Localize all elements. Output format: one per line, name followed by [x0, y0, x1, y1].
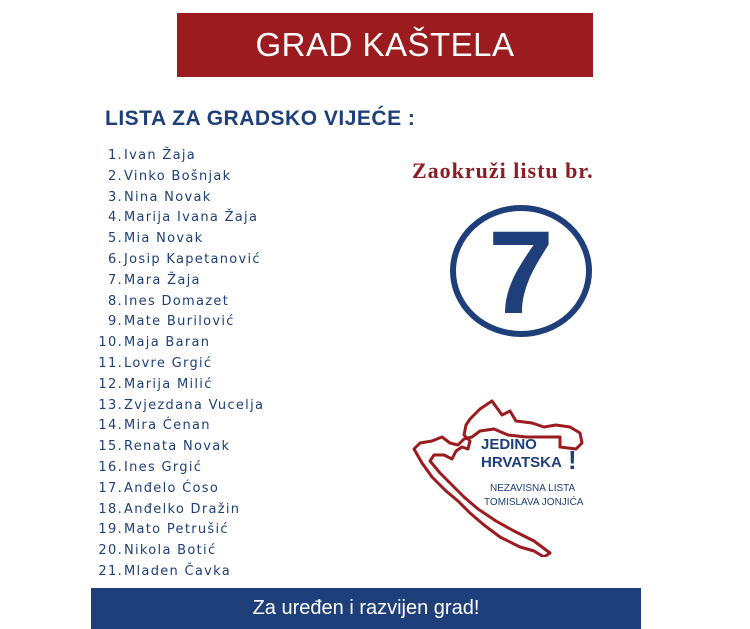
candidate-name: Marija Ivana Žaja	[124, 210, 259, 226]
footer-banner	[91, 588, 641, 629]
candidate-name: Mara Žaja	[124, 272, 201, 288]
candidate-name: Nina Novak	[124, 189, 212, 205]
logo	[410, 397, 590, 557]
candidate-name: Lovre Grgić	[124, 355, 213, 371]
candidate-item	[96, 562, 376, 583]
candidate-number: 11.	[98, 355, 123, 371]
logo-exclaim: !	[568, 445, 577, 475]
candidate-item	[96, 271, 376, 292]
candidate-number: 13.	[98, 397, 123, 413]
candidate-name: Ines Domazet	[124, 293, 230, 309]
candidate-name: Mia Novak	[124, 231, 204, 247]
candidate-name: Ivan Žaja	[124, 148, 197, 163]
candidate-name: Ines Grgić	[124, 459, 203, 475]
candidate-item	[96, 167, 376, 188]
candidate-name: Josip Kapetanović	[124, 251, 261, 267]
candidate-number: 9.	[107, 314, 123, 330]
candidate-name: Renata Novak	[124, 439, 231, 455]
candidate-item	[96, 500, 376, 521]
candidate-number: 8.	[107, 293, 123, 309]
candidate-number: 5.	[107, 231, 123, 247]
page-title: GRAD KAŠTELA	[255, 26, 515, 63]
candidate-number: 4.	[107, 210, 123, 226]
title-banner	[177, 13, 593, 77]
candidate-item	[96, 146, 376, 167]
candidate-number: 15.	[98, 439, 123, 455]
circled-number-graphic	[446, 201, 596, 341]
ballot-instruction: Zaokruži listu br.	[412, 158, 594, 183]
candidate-name: Mate Burilović	[124, 314, 235, 330]
candidate-item	[96, 229, 376, 250]
candidate-number: 18.	[98, 501, 123, 517]
candidate-number: 6.	[107, 251, 123, 267]
candidate-item	[96, 520, 376, 541]
footer-slogan: Za uređen i razvijen grad!	[252, 597, 480, 619]
candidate-number: 20.	[98, 543, 123, 559]
logo-sub1: NEZAVISNA LISTA	[490, 483, 576, 494]
candidate-name: Anđelko Dražin	[124, 501, 241, 517]
candidate-name: Vinko Bošnjak	[124, 168, 232, 184]
candidate-number: 7.	[107, 272, 123, 288]
list-heading: LISTA ZA GRADSKO VIJEĆE :	[105, 107, 416, 130]
candidate-number: 19.	[98, 522, 123, 538]
candidate-name: Nikola Botić	[124, 543, 217, 559]
candidate-number: 1.	[107, 148, 123, 163]
candidate-item	[96, 250, 376, 271]
candidate-number: 21.	[98, 563, 123, 579]
candidate-name: Zvjezdana Vucelja	[124, 397, 265, 413]
candidate-list	[96, 146, 376, 583]
candidate-item	[96, 292, 376, 313]
candidate-number: 2.	[107, 168, 123, 184]
candidate-item	[96, 458, 376, 479]
candidate-number: 10.	[98, 335, 123, 351]
candidate-item	[96, 208, 376, 229]
candidate-number: 14.	[98, 418, 123, 434]
logo-sub2: TOMISLAVA JONJIĆA	[484, 497, 584, 508]
candidate-item	[96, 333, 376, 354]
candidate-item	[96, 312, 376, 333]
candidate-name: Maja Baran	[124, 335, 211, 351]
logo-line1: JEDINO	[481, 436, 537, 453]
candidate-item	[96, 437, 376, 458]
candidate-number: 12.	[98, 376, 123, 392]
candidate-number: 16.	[98, 459, 123, 475]
candidate-item	[96, 354, 376, 375]
candidate-name: Mladen Čavka	[124, 563, 232, 579]
candidate-name: Anđelo Ćoso	[124, 480, 220, 496]
logo-line2: HRVATSKA	[481, 454, 562, 471]
candidate-number: 17.	[98, 480, 123, 496]
candidate-name: Mato Petrušić	[124, 522, 229, 538]
candidate-item	[96, 416, 376, 437]
candidate-item	[96, 396, 376, 417]
candidate-name: Marija Milić	[124, 376, 213, 392]
candidate-item	[96, 188, 376, 209]
croatia-map-outline	[414, 401, 582, 557]
ballot-number: 7	[488, 207, 554, 339]
candidate-number: 3.	[107, 189, 123, 205]
candidate-name: Mira Ćenan	[124, 418, 211, 434]
candidate-item	[96, 541, 376, 562]
candidate-item	[96, 479, 376, 500]
candidate-item	[96, 375, 376, 396]
